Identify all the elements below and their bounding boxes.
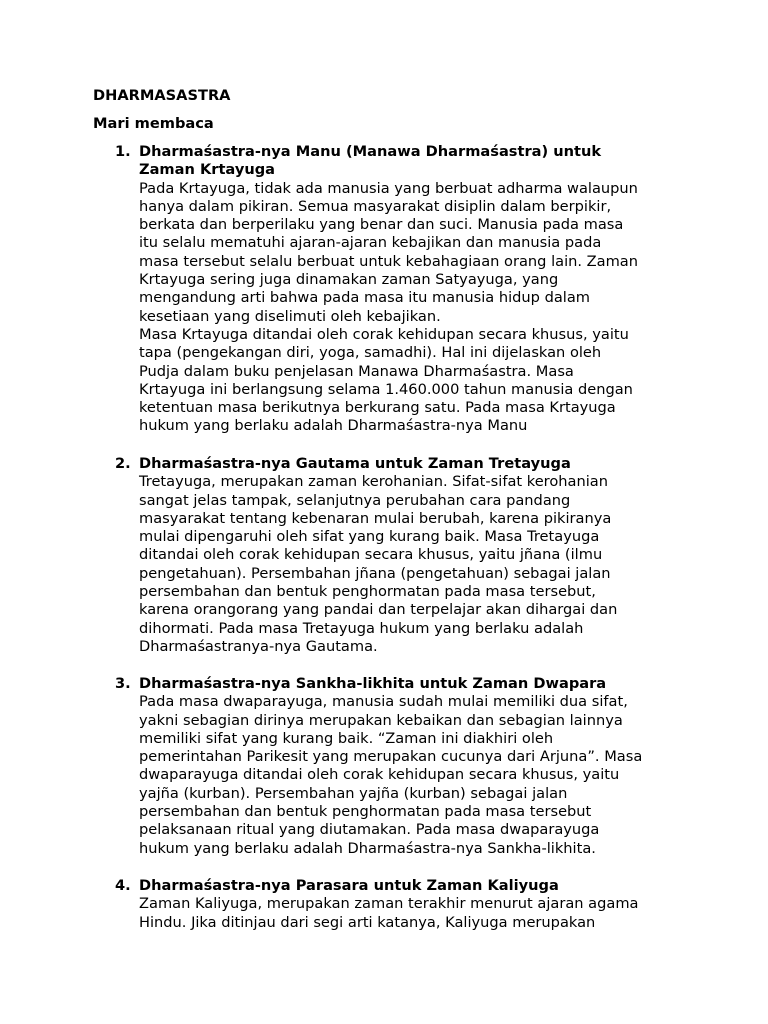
paragraph-line: yakni sebagian dirinya merupakan kebaikan dan sebagian lainnya bbox=[139, 711, 623, 729]
paragraph-line: Zaman Kaliyuga, merupakan zaman terakhir menurut ajaran agama bbox=[139, 895, 639, 913]
paragraph-line: masyarakat tentang kebenaran mulai berubah, karena pikiranya bbox=[139, 509, 612, 527]
paragraph-line: kesetiaan yang diselimuti oleh kebajikan. bbox=[139, 307, 441, 325]
section-heading-line: Dharmaśastra-nya Sankha-likhita untuk Zaman Dwapara bbox=[139, 675, 607, 692]
list-item-number: 2. bbox=[115, 455, 131, 472]
paragraph-line: Tretayuga, merupakan zaman kerohanian. Sifat-sifat kerohanian bbox=[139, 473, 608, 491]
paragraph-line: dwaparayuga ditandai oleh corak kehidupan secara khusus, yaitu bbox=[139, 766, 620, 784]
paragraph-line: ditandai oleh corak kehidupan secara khusus, yaitu jñana (ilmu bbox=[139, 546, 603, 564]
section-heading-line: Dharmaśastra-nya Manu (Manawa Dharmaśastra) untuk bbox=[139, 143, 602, 160]
paragraph-line: ketentuan masa berikutnya berkurang satu. Pada masa Krtayuga bbox=[139, 399, 616, 417]
paragraph-line: pelaksanaan ritual yang diutamakan. Pada masa dwaparayuga bbox=[139, 821, 600, 839]
section-heading-line: Dharmaśastra-nya Gautama untuk Zaman Tretayuga bbox=[139, 455, 571, 472]
list-item-number: 1. bbox=[115, 143, 131, 160]
paragraph-line: dihormati. Pada masa Tretayuga hukum yang berlaku adalah bbox=[139, 619, 584, 637]
list-item bbox=[139, 455, 679, 656]
paragraph-line: Pudja dalam buku penjelasan Manawa Dharmaśastra. Masa bbox=[139, 362, 574, 380]
paragraph-line: berkata dan berperilaku yang benar dan suci. Manusia pada masa bbox=[139, 216, 624, 234]
paragraph-line: Hindu. Jika ditinjau dari segi arti katanya, Kaliyuga merupakan bbox=[139, 913, 596, 931]
paragraph-line: hukum yang berlaku adalah Dharmaśastra-nya Sankha-likhita. bbox=[139, 839, 596, 857]
paragraph-line: memiliki sifat yang kurang baik. “Zaman ini diakhiri oleh bbox=[139, 729, 554, 747]
paragraph-line: Pada Krtayuga, tidak ada manusia yang berbuat adharma walaupun bbox=[139, 179, 638, 197]
paragraph-line: tapa (pengekangan diri, yoga, samadhi). Hal ini dijelaskan oleh bbox=[139, 344, 602, 362]
paragraph-line: mulai dipengaruhi oleh sifat yang kurang baik. Masa Tretayuga bbox=[139, 528, 600, 546]
list-item bbox=[139, 143, 679, 436]
paragraph-line: masa tersebut selalu berbuat untuk kebahagiaan orang lain. Zaman bbox=[139, 252, 638, 270]
section-heading-line: Dharmaśastra-nya Parasara untuk Zaman Kaliyuga bbox=[139, 877, 559, 894]
paragraph-line: karena orangorang yang pandai dan terpelajar akan dihargai dan bbox=[139, 601, 618, 619]
paragraph-line: Krtayuga ini berlangsung selama 1.460.000 tahun manusia dengan bbox=[139, 380, 633, 398]
paragraph-line: persembahan dan bentuk penghormatan pada masa tersebut, bbox=[139, 583, 596, 601]
paragraph-line: Dharmaśastranya-nya Gautama. bbox=[139, 637, 378, 655]
paragraph-line: mengandung arti bahwa pada masa itu manusia hidup dalam bbox=[139, 289, 590, 307]
paragraph-line: hukum yang berlaku adalah Dharmaśastra-nya Manu bbox=[139, 417, 528, 435]
paragraph-line: sangat jelas tampak, selanjutnya perubahan cara pandang bbox=[139, 491, 571, 509]
paragraph-line: Pada masa dwaparayuga, manusia sudah mulai memiliki dua sifat, bbox=[139, 693, 628, 711]
list-item bbox=[139, 877, 679, 932]
paragraph-line: yajña (kurban). Persembahan yajña (kurban) sebagai jalan bbox=[139, 784, 568, 802]
paragraph-line: persembahan dan bentuk penghormatan pada masa tersebut bbox=[139, 803, 592, 821]
paragraph-line: itu selalu mematuhi ajaran-ajaran kebajikan dan manusia pada bbox=[139, 234, 602, 252]
paragraph-line: hanya dalam pikiran. Semua masyarakat disiplin dalam berpikir, bbox=[139, 197, 612, 215]
paragraph-line: pemerintahan Parikesit yang merupakan cucunya dari Arjuna”. Masa bbox=[139, 748, 643, 766]
list-item bbox=[139, 675, 679, 858]
paragraph-line: Masa Krtayuga ditandai oleh corak kehidupan secara khusus, yaitu bbox=[139, 325, 629, 343]
list-item-number: 3. bbox=[115, 675, 131, 692]
document-subtitle: Mari membaca bbox=[93, 115, 214, 132]
paragraph-line: pengetahuan). Persembahan jñana (pengetahuan) sebagai jalan bbox=[139, 564, 611, 582]
paragraph-line: Krtayuga sering juga dinamakan zaman Satyayuga, yang bbox=[139, 271, 559, 289]
document-title: DHARMASASTRA bbox=[93, 87, 231, 104]
section-heading-line: Zaman Krtayuga bbox=[139, 161, 276, 179]
list-item-number: 4. bbox=[115, 877, 131, 894]
